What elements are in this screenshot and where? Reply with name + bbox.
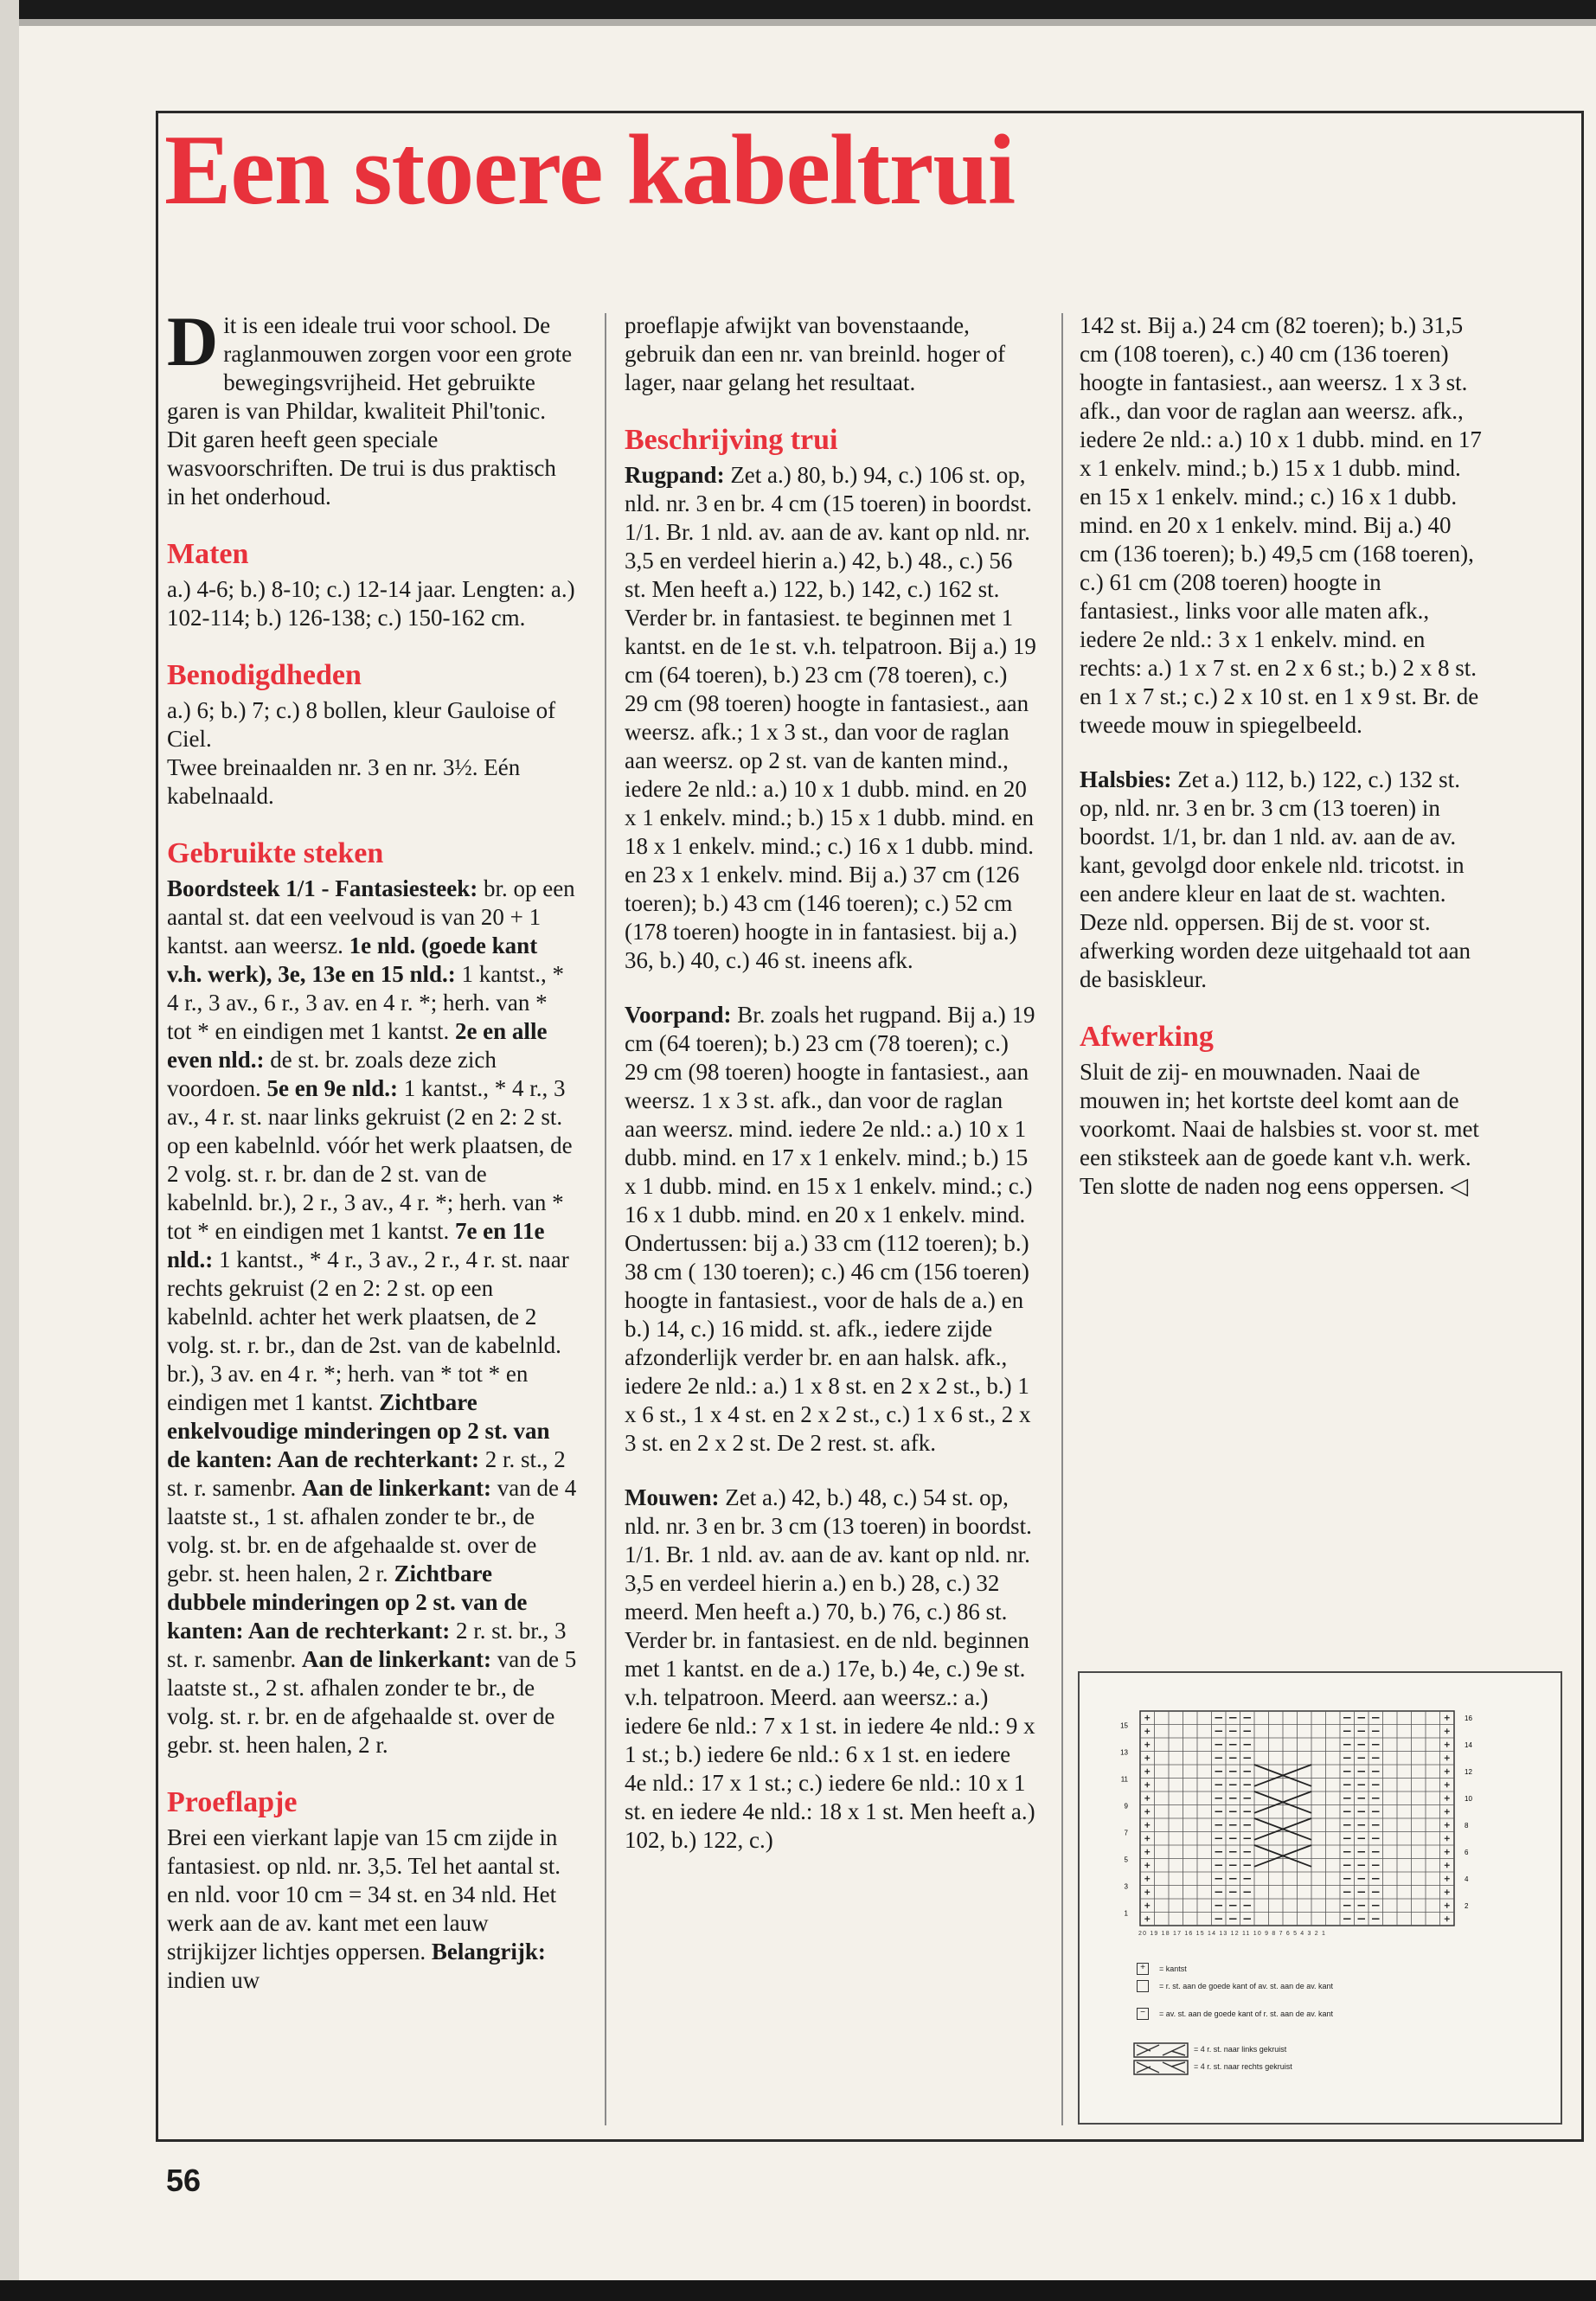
steken-text-5: 1 kantst., * 4 r., 3 av., 2 r., 4 r. st. naar rechts gekruist (2 en 2: 2 st. op een kabelnld. achter het werk plaatsen, de 2 volg. st. r. br., dan de 2st. van de kabelnld. br.), 3 av. en 4 r. *; herh. van * tot * en eindigen met 1 kantst. <box>167 1247 569 1415</box>
legend-averecht: = av. st. aan de goede kant of r. st. aan de av. kant <box>1159 2009 1334 2018</box>
steken-text-6: 2 r. st., 2 st. r. samenbr. <box>167 1446 566 1501</box>
heading-maten: Maten <box>167 538 249 570</box>
scan-border-top <box>0 0 1596 19</box>
steken-bold-5: 7e en 11e nld.: <box>167 1218 545 1272</box>
rugpand-paragraph <box>625 461 1036 975</box>
legend-cable-right: = 4 r. st. naar rechts gekruist <box>1194 2062 1292 2071</box>
mouwen-label: Mouwen: <box>625 1484 720 1510</box>
chart-row-label-right: 4 <box>1465 1875 1469 1883</box>
column-2 <box>625 311 1036 1881</box>
heading-benodigdheden: Benodigdheden <box>167 659 362 691</box>
legend-symbol-kantst: + <box>1137 1963 1149 1975</box>
chart-col-numbers: 20 19 18 17 16 15 14 13 12 11 10 9 8 7 6 5 4 3 2 1 <box>1138 1931 1327 1937</box>
legend-symbol-averecht: − <box>1137 2008 1149 2020</box>
column-3 <box>1080 311 1484 1227</box>
steken-text-1: br. op een aantal st. dat een veelvoud is van 20 + 1 kantst. aan weersz. <box>167 875 575 958</box>
steken-text-2: 1 kantst., * 4 r., 3 av., 6 r., 3 av. en 4 r. *; herh. van * tot * en eindigen met 1 kantst. <box>167 961 564 1044</box>
benodigdheden-line-1: a.) 6; b.) 7; c.) 8 bollen, kleur Gauloise of Ciel. <box>167 697 556 752</box>
intro-text: it is een ideale trui voor school. De raglanmouwen zorgen voor een grote bewegingsvrijheid. Het gebruikte garen is van Phildar, kwaliteit Phil'tonic. Dit garen heeft geen speciale wasvoorschriften. De trui is dus praktisch in het onderhoud. <box>167 312 573 510</box>
steken-bold-3: 2e en alle even nld.: <box>167 1018 548 1073</box>
steken-text-3: de st. br. zoals deze zich voordoen. <box>167 1047 497 1101</box>
heading-gebruikte-steken: Gebruikte steken <box>167 837 384 869</box>
steken-bold-9: Aan de linkerkant: <box>302 1646 492 1672</box>
heading-afwerking: Afwerking <box>1080 1021 1214 1053</box>
halsbies-text: Zet a.) 112, b.) 122, c.) 132 st. op, nld. nr. 3 en br. 3 cm (13 toeren) in boordst. 1/1, br. dan 1 nld. av. aan de av. kant, gevolgd door enkele nld. tricotst. in een andere kleur en laat de st. wachten. Deze nld. oppersen. Bij de st. voor st. afwerking worden deze uitgehaald tot aan de basiskleur. <box>1080 766 1471 992</box>
mouwen-continued: 142 st. Bij a.) 24 cm (82 toeren); b.) 31,5 cm (108 toeren), c.) 40 cm (136 toeren) hoogte in fantasiest., aan weersz. 1 x 3 st. afk., dan voor de raglan aan weersz. afk., iedere 2e nld.: a.) 10 x 1 dubb. mind. en 17 x 1 enkelv. mind.; b.) 15 x 1 dubb. mind. en 15 x 1 enkelv. mind.; c.) 16 x 1 dubb. mind. en 20 x 1 enkelv. mind. Bij a.) 40 cm (136 toeren); b.) 49,5 cm (168 toeren), c.) 61 cm (208 toeren) hoogte in fantasiest., links voor alle maten afk., iedere 2e nld.: 3 x 1 enkelv. mind. en rechts: a.) 1 x 7 st. en 2 x 6 st.; b.) 2 x 8 st. en 1 x 7 st.; c.) 2 x 10 st. en 1 x 9 st. Br. de tweede mouw in spiegelbeeld. <box>1080 312 1482 738</box>
steken-bold-7: Aan de linkerkant: <box>302 1475 492 1501</box>
column-divider-1 <box>605 313 606 2125</box>
proeflapje-continued: proeflapje afwijkt van bovenstaande, gebruik dan een nr. van breinld. hoger of lager, naar gelang het resultaat. <box>625 312 1006 395</box>
chart-row-label-left: 13 <box>1120 1748 1128 1757</box>
chart-row-label-right: 10 <box>1465 1795 1472 1803</box>
scan-shadow-top <box>0 19 1596 26</box>
page-number: 56 <box>166 2163 202 2198</box>
legend-cable-icons <box>1133 2042 1190 2077</box>
steken-text-4: 1 kantst., * 4 r., 3 av., 4 r. st. naar links gekruist (2 en 2: 2 st. op een kabelnld. vóór het werk plaatsen, de 2 volg. st. r. br. dan de 2 st. van de kabelnld. br.), 2 r., 3 av., 4 r. *; herh. van * tot * en eindigen met 1 kantst. <box>167 1075 573 1244</box>
steken-bold-2: 1e nld. (goede kant v.h. werk), 3e, 13e en 15 nld.: <box>167 933 538 987</box>
steken-bold-1: Boordsteek 1/1 - Fantasiesteek: <box>167 875 478 901</box>
heading-beschrijving-trui: Beschrijving trui <box>625 424 838 456</box>
scan-border-left <box>0 0 19 2301</box>
afwerking-text: Sluit de zij- en mouwnaden. Naai de mouwen in; het kortste deel komt aan de voorkomt. Naai de halsbies st. voor st. met een stiksteek aan de goede kant v.h. werk. Ten slotte de naden nog eens oppersen. ◁ <box>1080 1059 1479 1199</box>
proeflapje-bold: Belangrijk: <box>431 1939 546 1965</box>
intro-paragraph <box>167 302 577 511</box>
scan-border-bottom <box>0 2280 1596 2301</box>
legend-recht: = r. st. aan de goede kant of av. st. aan de av. kant <box>1159 1982 1334 1990</box>
steken-bold-6: Zichtbare enkelvoudige minderingen op 2 st. van de kanten: Aan de rechterkant: <box>167 1389 550 1472</box>
proeflapje-body: Brei een vierkant lapje van 15 cm zijde in fantasiest. op nld. nr. 3,5. Tel het aantal st. en nld. voor 10 cm = 34 st. en 34 nld. Het werk aan de av. kant met een lauw strijkijzer lichtjes oppersen. <box>167 1824 561 1965</box>
page-title: Een stoere kabeltrui <box>164 115 1016 226</box>
chart-row-label-right: 8 <box>1465 1822 1469 1830</box>
steken-text-8: 2 r. st. br., 3 st. r. samenbr. <box>167 1618 567 1672</box>
halsbies-paragraph <box>1080 766 1484 994</box>
steken-text <box>167 875 577 1759</box>
column-divider-2 <box>1061 313 1063 2125</box>
chart-row-label-right: 2 <box>1465 1902 1469 1910</box>
steken-text-9: van de 5 laatste st., 2 st. afhalen zonder te br., de volg. st. r. br. en de afgehaalde st. over de gebr. st. heen halen, 2 r. <box>167 1646 577 1758</box>
maten-text: a.) 4-6; b.) 8-10; c.) 12-14 jaar. Lengten: a.) 102-114; b.) 126-138; c.) 150-162 cm. <box>167 576 575 631</box>
benodigdheden-line-2: Twee breinaalden nr. 3 en nr. 3½. Eén kabelnaald. <box>167 754 521 809</box>
rugpand-label: Rugpand: <box>625 462 725 488</box>
chart-row-label-right: 14 <box>1465 1741 1472 1749</box>
halsbies-label: Halsbies: <box>1080 766 1172 792</box>
mouwen-paragraph <box>625 1484 1036 1855</box>
steken-bold-8: Zichtbare dubbele minderingen op 2 st. van de kanten: Aan de rechterkant: <box>167 1561 528 1644</box>
knitting-chart <box>1078 1671 1562 2125</box>
voorpand-text: Br. zoals het rugpand. Bij a.) 19 cm (64 toeren); b.) 23 cm (78 toeren); c.) 29 cm (98 toeren) hoogte in fantasiest., aan weersz. 1 x 3 st. afk., dan voor de raglan aan weersz. mind. iedere 2e nld.: a.) 10 x 1 dubb. mind. en 17 x 1 enkelv. mind.; b.) 15 x 1 dubb. mind. en 15 x 1 enkelv. mind.; c.) 16 x 1 dubb. mind. en 20 x 1 enkelv. mind. Ondertussen: bij a.) 33 cm (112 toeren); b.) 38 cm ( 130 toeren); c.) 46 cm (156 toeren) hoogte in fantasiest., voor de hals de a.) en b.) 14, c.) 16 midd. st. afk., iedere zijde afzonderlijk verder br. en aan halsk. afk., iedere 2e nld.: a.) 1 x 8 st. en 2 x 2 st., b.) 1 x 6 st., 1 x 4 st. en 2 x 2 st., c.) 1 x 6 st., 2 x 3 st. en 2 x 2 st. De 2 rest. st. afk. <box>625 1002 1035 1456</box>
chart-row-label-right: 16 <box>1465 1715 1472 1722</box>
legend-kantst: = kantst <box>1159 1965 1187 1973</box>
rugpand-text: Zet a.) 80, b.) 94, c.) 106 st. op, nld. nr. 3 en br. 4 cm (15 toeren) in boordst. 1/1. Br. 1 nld. av. aan de av. kant op nld. nr. 3,5 en verdeel hierin a.) 42, b.) 48., c.) 56 st. Men heeft a.) 122, b.) 142, c.) 162 st. Verder br. in fantasiest. te beginnen met 1 kantst. en de 1e st. v.h. telpatroon. Bij a.) 19 cm (64 toeren), b.) 23 cm (78 toeren), c.) 29 cm (98 toeren) hoogte in fantasiest., aan weersz. afk.; 1 x 3 st., dan voor de raglan aan weersz. op 2 st. van de kanten mind., iedere 2e nld.: a.) 10 x 1 dubb. mind. en 20 x 1 enkelv. mind.; b.) 15 x 1 dubb. mind. en 18 x 1 enkelv. mind.; c.) 16 x 1 dubb. mind. en 23 x 1 enkelv. mind. Bij a.) 37 cm (126 toeren); b.) 43 cm (146 toeren); c.) 52 cm (178 toeren) hoogte in in fantasiest. bij a.) 36, b.) 40, c.) 46 st. ineens afk. <box>625 462 1036 973</box>
chart-row-label-right: 6 <box>1465 1849 1469 1856</box>
voorpand-label: Voorpand: <box>625 1002 732 1028</box>
drop-cap: D <box>167 302 219 381</box>
chart-row-label-right: 12 <box>1465 1768 1472 1776</box>
column-1 <box>167 302 577 2021</box>
voorpand-paragraph <box>625 1001 1036 1458</box>
steken-bold-4: 5e en 9e nld.: <box>266 1075 398 1101</box>
chart-row-label-left: 7 <box>1124 1829 1128 1837</box>
chart-row-label-left: 9 <box>1124 1802 1128 1811</box>
chart-row-label-left: 3 <box>1124 1882 1128 1891</box>
heading-proeflapje: Proeflapje <box>167 1786 298 1818</box>
chart-row-label-left: 1 <box>1124 1909 1128 1918</box>
legend-symbol-recht <box>1137 1980 1149 1992</box>
steken-text-7: van de 4 laatste st., 1 st. afhalen zonder te br., de volg. st. br. en de afgehaalde st. over de gebr. st. heen halen, 2 r. <box>167 1475 577 1586</box>
benodigdheden-text <box>167 696 577 811</box>
mouwen-text: Zet a.) 42, b.) 48, c.) 54 st. op, nld. nr. 3 en br. 3 cm (13 toeren) in boordst. 1/1. Br. 1 nld. av. aan de av. kant op nld. nr. 3,5 en verdeel hierin a.) en b.) 28, c.) 32 meerd. Men heeft a.) 70, b.) 76, c.) 86 st. Verder br. in fantasiest. en de nld. beginnen met 1 kantst. en de a.) 17e, b.) 4e, c.) 9e st. v.h. telpatroon. Meerd. aan weersz.: a.) iedere 6e nld.: 7 x 1 st. in iedere 4e nld.: 9 x 1 st.; b.) iedere 6e nld.: 6 x 1 st. en iedere 4e nld.: 17 x 1 st.; c.) iedere 6e nld.: 10 x 1 st. en iedere 4e nld.: 18 x 1 st. Men heeft a.) 102, b.) 122, c.) <box>625 1484 1035 1853</box>
chart-row-label-left: 15 <box>1120 1721 1128 1730</box>
chart-row-label-left: 11 <box>1120 1775 1128 1784</box>
proeflapje-text <box>167 1823 577 1995</box>
legend-cable-left: = 4 r. st. naar links gekruist <box>1194 2045 1287 2054</box>
chart-row-label-left: 5 <box>1124 1856 1128 1864</box>
proeflapje-tail: indien uw <box>167 1967 260 1993</box>
